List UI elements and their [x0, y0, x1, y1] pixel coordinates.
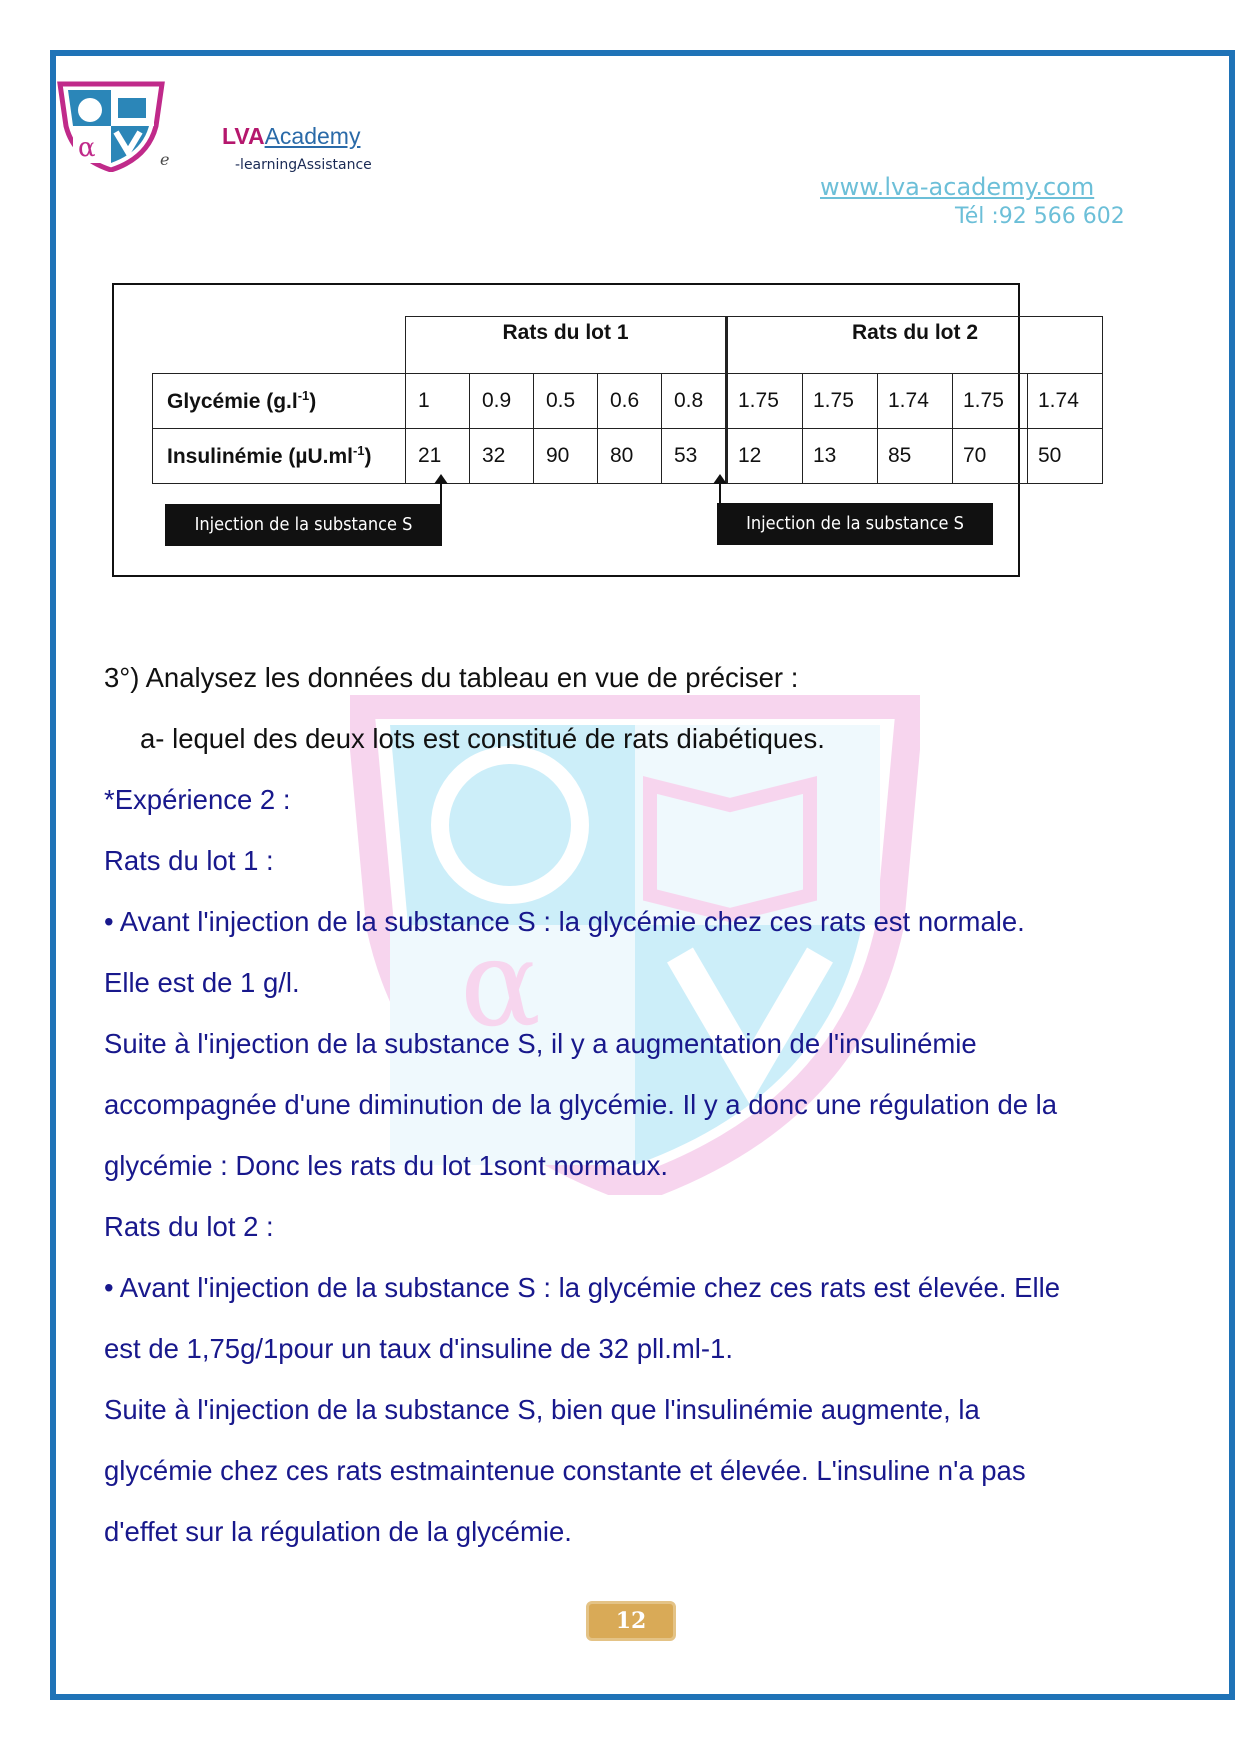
- table-cell: 13: [803, 429, 878, 484]
- table-cell: 53: [662, 429, 727, 484]
- arrow-up-icon: [719, 482, 721, 504]
- table-cell: 70: [953, 429, 1028, 484]
- lot2-heading: Rats du lot 2 :: [104, 1211, 274, 1242]
- brand-lva: LVA: [222, 123, 265, 149]
- brand-name: [222, 123, 360, 150]
- table-header-row: [153, 317, 1103, 374]
- brand-tagline: -learningAssistance: [235, 157, 372, 173]
- table-row: [153, 374, 1103, 429]
- brand-academy: Academy: [264, 123, 361, 149]
- injection-label: Injection de la substance S: [165, 504, 442, 546]
- table-cell: 1.74: [1028, 374, 1103, 429]
- paragraph-line: glycémie : Donc les rats du lot 1sont normaux.: [104, 1150, 669, 1181]
- table-cell: 1.75: [953, 374, 1028, 429]
- table-row: [153, 429, 1103, 484]
- glycemie-label: Glycémie $(g.l^{-1})$: [153, 374, 406, 429]
- logo-letter: e: [160, 150, 170, 169]
- table-cell: 12: [727, 429, 803, 484]
- question-3: 3°) Analysez les données du tableau en vue de préciser :: [104, 662, 799, 693]
- svg-text:α: α: [78, 133, 96, 163]
- table-corner: [153, 317, 406, 374]
- page-number: 12: [586, 1601, 676, 1641]
- website-link[interactable]: www.lva-academy.com: [820, 173, 1095, 201]
- lot2-header: Rats du lot 2: [727, 317, 1103, 374]
- table-cell: 32: [470, 429, 534, 484]
- table-cell: 90: [534, 429, 598, 484]
- table-cell: 21: [406, 429, 470, 484]
- table-cell: 50: [1028, 429, 1103, 484]
- paragraph-line: Elle est de 1 g/l.: [104, 967, 300, 998]
- table-cell: 1.74: [878, 374, 953, 429]
- paragraph-line: Suite à l'injection de la substance S, bien que l'insulinémie augmente, la: [104, 1394, 980, 1425]
- paragraph-line: • Avant l'injection de la substance S : la glycémie chez ces rats est normale.: [104, 906, 1025, 937]
- arrow-up-icon: [440, 482, 442, 504]
- paragraph-line: est de 1,75g/1pour un taux d'insuline de 32 pll.ml-1.: [104, 1333, 733, 1364]
- table-cell: 0.9: [470, 374, 534, 429]
- paragraph-line: glycémie chez ces rats estmaintenue constante et élevée. L'insuline n'a pas: [104, 1455, 1026, 1486]
- table-cell: 1.75: [727, 374, 803, 429]
- question-3a: a- lequel des deux lots est constitué de rats diabétiques.: [140, 723, 825, 754]
- table-cell: 0.6: [598, 374, 662, 429]
- table-cell: 85: [878, 429, 953, 484]
- data-table: [152, 316, 1103, 484]
- paragraph-line: • Avant l'injection de la substance S : la glycémie chez ces rats est élevée. Elle: [104, 1272, 1060, 1303]
- injection-label: Injection de la substance S: [717, 503, 993, 545]
- table-cell: 1.75: [803, 374, 878, 429]
- table-cell: 1: [406, 374, 470, 429]
- paragraph-line: Suite à l'injection de la substance S, il y a augmentation de l'insulinémie: [104, 1028, 977, 1059]
- insulinemie-label: Insulinémie $(\mu U.ml^{-1})$: [153, 429, 406, 484]
- lot1-header: Rats du lot 1: [406, 317, 727, 374]
- experience-2-heading: *Expérience 2 :: [104, 784, 291, 815]
- table-cell: 0.8: [662, 374, 727, 429]
- paragraph-line: d'effet sur la régulation de la glycémie.: [104, 1516, 572, 1547]
- phone-number: Tél :92 566 602: [955, 204, 1125, 229]
- table-cell: 0.5: [534, 374, 598, 429]
- table-cell: 80: [598, 429, 662, 484]
- svg-text:α: α: [460, 915, 542, 1054]
- lot1-heading: Rats du lot 1 :: [104, 845, 274, 876]
- paragraph-line: accompagnée d'une diminution de la glycémie. Il y a donc une régulation de la: [104, 1089, 1058, 1120]
- lva-shield-logo-icon: [56, 80, 166, 172]
